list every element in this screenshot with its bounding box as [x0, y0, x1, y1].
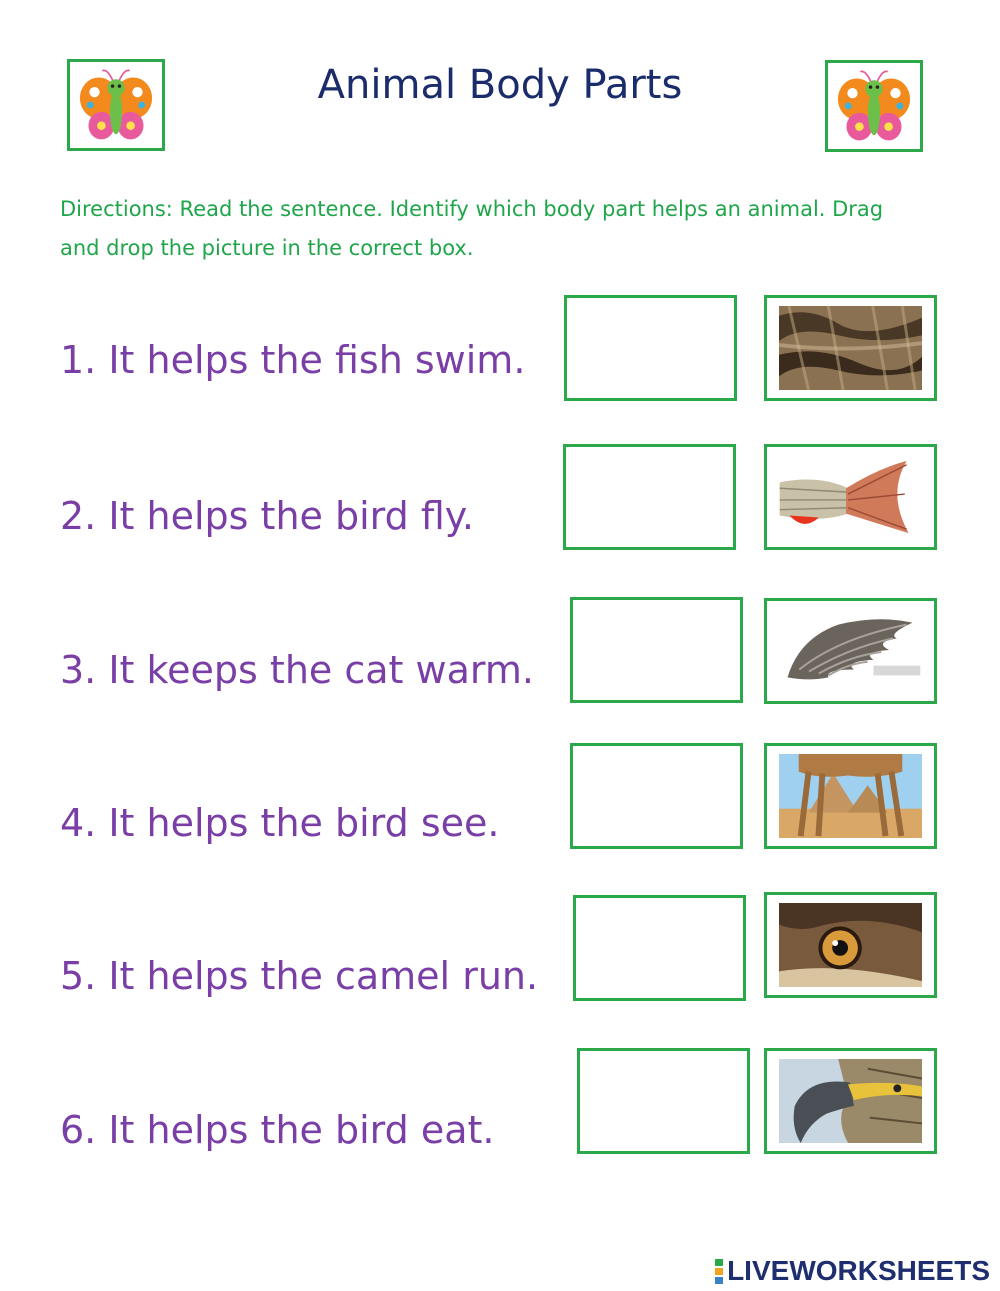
picture-card-5[interactable] [764, 892, 937, 998]
picture-card-3[interactable] [764, 598, 937, 704]
question-1: 1. It helps the fish swim. [60, 338, 526, 382]
bird-eye-icon [779, 903, 922, 987]
picture-card-1[interactable] [764, 295, 937, 401]
question-4: 4. It helps the bird see. [60, 801, 500, 845]
drop-box-1[interactable] [564, 295, 737, 401]
directions-text: Directions: Read the sentence. Identify which body part helps an animal. Drag and drop the picture in the correct box. [60, 197, 884, 260]
bird-wing-icon [779, 609, 922, 693]
page-title: Animal Body Parts [317, 62, 683, 108]
question-2: 2. It helps the bird fly. [60, 494, 474, 538]
question-5: 5. It helps the camel run. [60, 954, 539, 998]
logo-mark-icon [715, 1259, 723, 1284]
picture-card-4[interactable] [764, 743, 937, 849]
drop-box-4[interactable] [570, 743, 743, 849]
footer-brand: LIVEWORKSHEETS [727, 1255, 990, 1286]
question-3: 3. It keeps the cat warm. [60, 648, 534, 692]
drop-box-5[interactable] [573, 895, 746, 1001]
camel-legs-icon [779, 754, 922, 838]
drop-box-3[interactable] [570, 597, 743, 703]
liveworksheets-logo [715, 1255, 990, 1287]
butterfly-icon [825, 60, 923, 152]
drop-box-6[interactable] [577, 1048, 750, 1154]
drop-box-2[interactable] [563, 444, 736, 550]
picture-card-2[interactable] [764, 444, 937, 550]
bird-beak-icon [779, 1059, 922, 1143]
picture-card-6[interactable] [764, 1048, 937, 1154]
question-6: 6. It helps the bird eat. [60, 1108, 495, 1152]
cat-fur-icon [779, 306, 922, 390]
fish-tail-icon [779, 455, 922, 539]
